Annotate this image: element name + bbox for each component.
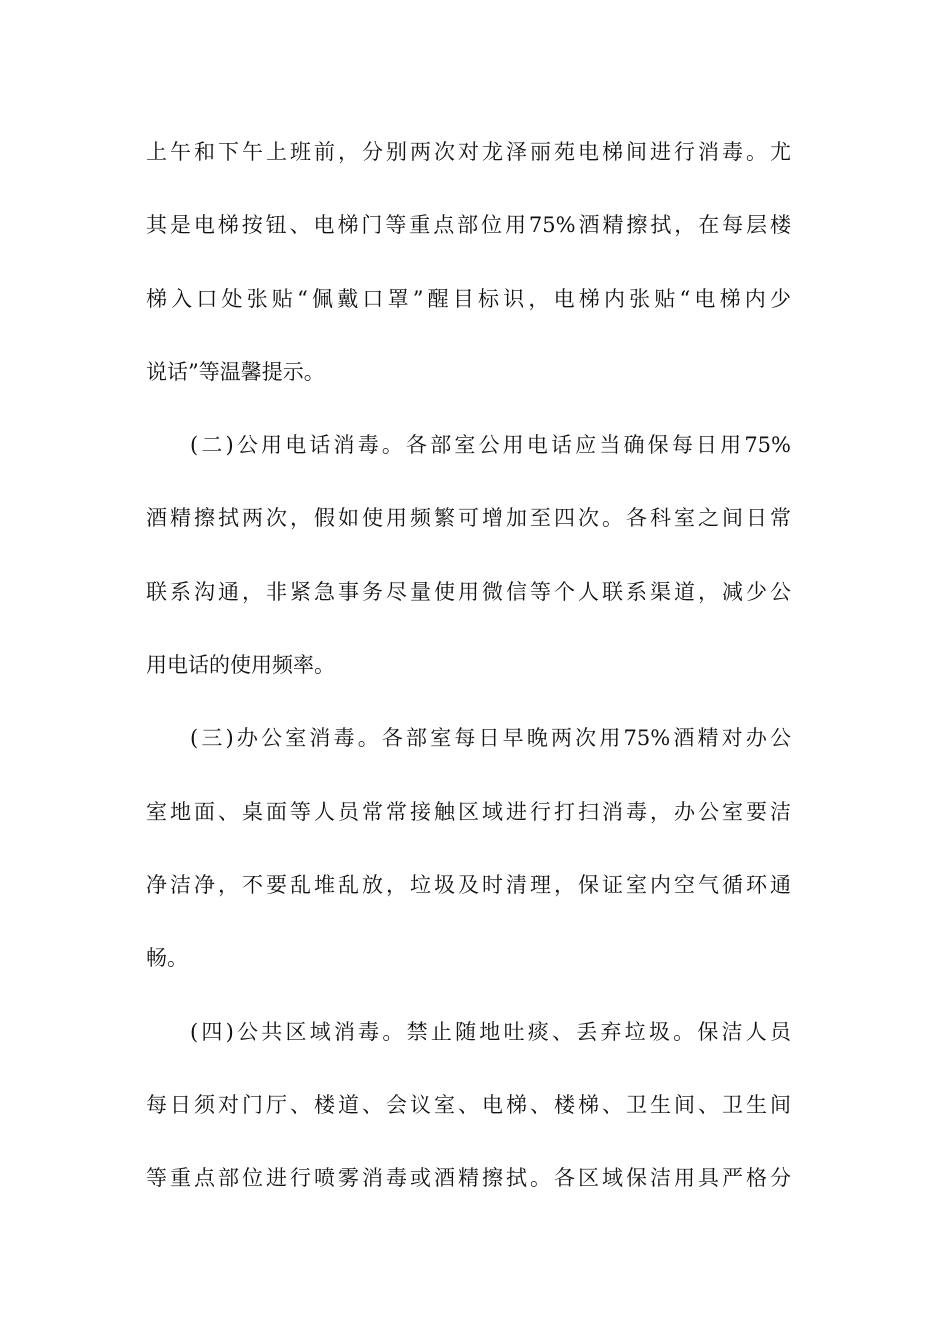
paragraph-heading-line: (三)办公室消毒。各部室每日早晚两次用75%酒精对办公	[190, 726, 791, 751]
text-line: 每日须对门厅、楼道、会议室、电梯、楼梯、卫生间、卫生间	[146, 1092, 791, 1117]
text-line: 梯入口处张贴“佩戴口罩”醒目标识，电梯内张贴“电梯内少	[146, 286, 791, 311]
text-line: 说话”等温馨提示。	[146, 359, 325, 384]
text-line: 其是电梯按钮、电梯门等重点部位用75%酒精擦拭，在每层楼	[146, 213, 791, 238]
text-line: 等重点部位进行喷雾消毒或酒精擦拭。各区域保洁用具严格分	[146, 1166, 791, 1191]
text-line: 酒精擦拭两次，假如使用频繁可增加至四次。各科室之间日常	[146, 506, 791, 531]
text-line: 净洁净，不要乱堆乱放，垃圾及时清理，保证室内空气循环通	[146, 872, 791, 897]
text-line: 室地面、桌面等人员常常接触区域进行打扫消毒，办公室要洁	[146, 799, 791, 824]
text-line: 用电话的使用频率。	[146, 653, 335, 678]
paragraph-heading-line: (二)公用电话消毒。各部室公用电话应当确保每日用75%	[190, 433, 791, 458]
text-line: 联系沟通，非紧急事务尽量使用微信等个人联系渠道，减少公	[146, 579, 791, 604]
document-body	[146, 120, 791, 1219]
text-line: 畅。	[146, 946, 188, 971]
paragraph-heading-line: (四)公共区域消毒。禁止随地吐痰、丢弃垃圾。保洁人员	[190, 1019, 791, 1044]
text-line: 上午和下午上班前，分别两次对龙泽丽苑电梯间进行消毒。尤	[146, 140, 791, 164]
